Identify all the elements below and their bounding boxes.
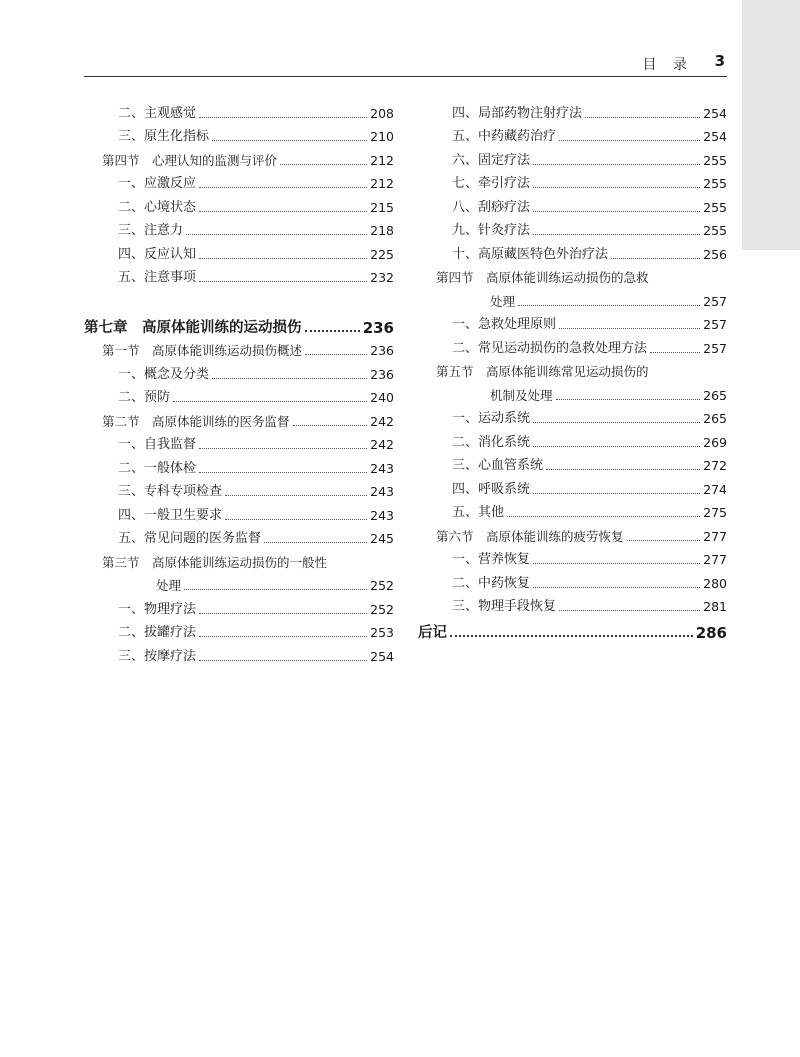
dot-leader: [212, 378, 367, 379]
dot-leader: [199, 281, 367, 282]
toc-item[interactable]: [84, 359, 394, 383]
toc-item[interactable]: [418, 98, 727, 122]
toc-section[interactable]: [418, 521, 727, 545]
dot-leader: [533, 211, 700, 212]
toc-entry-title: 二、预防: [118, 390, 171, 405]
toc-page-number: 255: [703, 199, 727, 215]
toc-page-number: 255: [703, 176, 727, 191]
toc-page-number: 212: [370, 176, 394, 191]
toc-entry-title: 处理: [156, 578, 182, 593]
dot-leader: [186, 234, 367, 235]
toc-page-number: 245: [370, 531, 394, 546]
toc-entry-title: 第二节 高原体能训练的医务监督: [102, 413, 290, 429]
toc-page-number: 277: [703, 528, 727, 544]
toc-entry-title: 三、心血管系统: [452, 458, 544, 473]
toc-entry-title: 机制及处理: [490, 387, 553, 403]
toc-entry-title: 七、牵引疗法: [452, 176, 531, 191]
dot-leader: [199, 613, 367, 614]
toc-page-number: 256: [703, 246, 727, 262]
dot-leader: [199, 636, 367, 637]
toc-entry-title: 五、注意事项: [118, 270, 197, 285]
toc-page-number: 269: [703, 434, 727, 450]
toc-page-number: 232: [370, 270, 394, 285]
toc-entry-title: 处理: [490, 293, 516, 309]
toc-entry-title: 三、注意力: [118, 223, 184, 238]
dot-leader: [559, 140, 700, 141]
toc-item[interactable]: [418, 239, 727, 263]
toc-item[interactable]: [418, 498, 727, 522]
toc-item[interactable]: [418, 169, 727, 193]
toc-entry-title: 一、物理疗法: [118, 601, 197, 617]
toc-item[interactable]: [84, 524, 394, 548]
toc-item[interactable]: [418, 545, 727, 569]
toc-page-number: 255: [703, 152, 727, 168]
toc-item[interactable]: [84, 239, 394, 263]
dot-leader: [533, 187, 700, 188]
toc-item[interactable]: [84, 430, 394, 454]
toc-page-number: 240: [370, 390, 394, 405]
toc-section-title[interactable]: [418, 263, 727, 287]
dot-leader: [533, 587, 700, 588]
dot-leader: [533, 164, 700, 165]
toc-page-number: 254: [703, 129, 727, 144]
toc-entry-title: 二、常见运动损伤的急救处理方法: [452, 340, 648, 356]
toc-item[interactable]: [84, 192, 394, 216]
toc-item[interactable]: [84, 500, 394, 524]
toc-page-number: 286: [695, 624, 727, 642]
dot-leader: [559, 328, 700, 329]
toc-entry-title: 八、刮痧疗法: [452, 199, 531, 215]
dot-leader: [280, 164, 367, 165]
toc-page-number: 225: [370, 246, 394, 262]
toc-item[interactable]: [418, 592, 727, 616]
toc-page-number: 243: [370, 484, 394, 499]
toc-item[interactable]: [84, 641, 394, 665]
toc-entry-title: 四、反应认知: [118, 246, 197, 262]
toc-page-number: 243: [370, 507, 394, 523]
toc-page-number: 243: [370, 460, 394, 476]
toc-item[interactable]: [418, 310, 727, 334]
toc-entry-title: 二、中药恢复: [452, 575, 531, 591]
toc-entry-title: 一、自我监督: [118, 437, 197, 452]
toc-item[interactable]: [418, 145, 727, 169]
toc-entry-title: 二、拔罐疗法: [118, 625, 197, 640]
toc-section-title[interactable]: [84, 547, 394, 571]
toc-entry-title: 三、按摩疗法: [118, 648, 197, 664]
toc-page-number: 254: [370, 648, 394, 664]
toc-page-number: 257: [703, 317, 727, 332]
toc-entry-title: 十、高原藏医特色外治疗法: [452, 246, 609, 262]
toc-entry-title: 六、固定疗法: [452, 152, 531, 168]
dot-leader: [199, 211, 367, 212]
toc-item[interactable]: [418, 216, 727, 240]
toc-item[interactable]: [418, 404, 727, 428]
toc-entry-title: 四、局部药物注射疗法: [452, 105, 583, 121]
dot-leader: [199, 472, 367, 473]
toc-item[interactable]: [84, 122, 394, 146]
dot-leader: [305, 330, 360, 332]
toc-right-column: [418, 98, 727, 641]
dot-leader: [225, 519, 367, 520]
dot-leader: [225, 495, 367, 496]
toc-entry-title: 五、其他: [452, 505, 505, 520]
toc-entry-title: 第六节 高原体能训练的疲劳恢复: [436, 528, 624, 544]
toc-page-number: 236: [362, 318, 394, 337]
toc-page-number: 257: [703, 340, 727, 356]
toc-entry-title: 一、急救处理原则: [452, 317, 557, 332]
toc-page-number: 236: [370, 343, 394, 358]
toc-page-number: 254: [703, 105, 727, 121]
toc-page-number: 218: [370, 223, 394, 238]
dot-leader: [533, 493, 700, 494]
toc-item[interactable]: [418, 474, 727, 498]
toc-page-number: 252: [370, 601, 394, 617]
dot-leader: [184, 589, 367, 590]
toc-page-number: 274: [703, 481, 727, 497]
dot-leader: [199, 117, 367, 118]
toc-item[interactable]: [84, 453, 394, 477]
toc-entry-title: 五、中药藏药治疗: [452, 129, 557, 144]
dot-leader: [199, 448, 367, 449]
toc-page-number: 257: [703, 293, 727, 309]
header-page-number: 3: [714, 52, 725, 70]
toc-page-number: 208: [370, 105, 394, 121]
toc-item[interactable]: [84, 594, 394, 618]
page-header: [84, 52, 727, 77]
dot-leader: [533, 446, 700, 447]
dot-leader: [199, 258, 367, 259]
dot-leader: [264, 542, 367, 543]
toc-item[interactable]: [84, 263, 394, 287]
dot-leader: [293, 425, 368, 426]
toc-page-number: 277: [703, 552, 727, 567]
toc-item[interactable]: [84, 618, 394, 642]
dot-leader: [507, 516, 700, 517]
header-title: 目 录: [642, 57, 693, 73]
toc-section[interactable]: [84, 406, 394, 430]
toc-entry-title: 第一节 高原体能训练运动损伤概述: [102, 343, 303, 358]
toc-item[interactable]: [84, 98, 394, 122]
toc-page-number: 242: [370, 437, 394, 452]
toc-item[interactable]: [418, 568, 727, 592]
toc-page-number: 215: [370, 199, 394, 215]
toc-entry-title: 第三节 高原体能训练运动损伤的一般性: [102, 554, 328, 570]
toc-entry-title: 第五节 高原体能训练常见运动损伤的: [436, 364, 649, 379]
toc-page-number: 242: [370, 413, 394, 429]
dot-leader: [627, 540, 701, 541]
toc-entry-title: 第七章 高原体能训练的运动损伤: [84, 319, 302, 336]
toc-entry-title: 第四节 高原体能训练运动损伤的急救: [436, 270, 649, 285]
toc-item[interactable]: [418, 451, 727, 475]
dot-leader: [559, 610, 700, 611]
toc-page-number: 272: [703, 458, 727, 473]
toc-item[interactable]: [84, 477, 394, 501]
dot-leader: [611, 258, 700, 259]
dot-leader: [518, 305, 700, 306]
toc-item[interactable]: [84, 383, 394, 407]
toc-entry-title: 五、常见问题的医务监督: [118, 531, 262, 546]
dot-leader: [556, 399, 701, 400]
toc-entry-title: 一、概念及分类: [118, 366, 210, 382]
toc-chapter[interactable]: [418, 615, 727, 641]
dot-leader: [199, 660, 367, 661]
toc-entry-title: 二、一般体检: [118, 460, 197, 476]
chapter-spacer: [84, 286, 394, 310]
dot-leader: [546, 469, 700, 470]
dot-leader: [199, 187, 367, 188]
toc-section-continuation[interactable]: [418, 380, 727, 404]
dot-leader: [585, 117, 700, 118]
toc-page-number: 281: [703, 599, 727, 614]
toc-item[interactable]: [418, 192, 727, 216]
toc-page-number: 275: [703, 505, 727, 520]
toc-entry-title: 四、一般卫生要求: [118, 507, 223, 523]
dot-leader: [533, 422, 700, 423]
toc-entry-title: 一、运动系统: [452, 411, 531, 426]
toc-section-continuation[interactable]: [418, 286, 727, 310]
toc-page-number: 255: [703, 223, 727, 238]
toc-entry-title: 四、呼吸系统: [452, 481, 531, 497]
toc-section-continuation[interactable]: [84, 571, 394, 595]
toc-page-number: 265: [703, 411, 727, 426]
toc-page-number: 236: [370, 366, 394, 382]
toc-left-column: [84, 98, 394, 665]
toc-item[interactable]: [84, 169, 394, 193]
toc-entry-title: 三、原生化指标: [118, 129, 210, 144]
toc-section[interactable]: [84, 336, 394, 360]
toc-entry-title: 二、消化系统: [452, 434, 531, 450]
toc-entry-title: 后记: [418, 625, 447, 641]
toc-item[interactable]: [418, 427, 727, 451]
toc-entry-title: 三、物理手段恢复: [452, 599, 557, 614]
toc-entry-title: 一、营养恢复: [452, 552, 531, 567]
toc-entry-title: 一、应激反应: [118, 176, 197, 191]
toc-page-number: 252: [370, 578, 394, 593]
dot-leader: [450, 635, 693, 637]
toc-item[interactable]: [418, 333, 727, 357]
toc-page-number: 280: [703, 575, 727, 591]
toc-entry-title: 九、针灸疗法: [452, 223, 531, 238]
toc-section-title[interactable]: [418, 357, 727, 381]
side-tab: [742, 0, 800, 250]
toc-page-number: 253: [370, 625, 394, 640]
dot-leader: [533, 234, 700, 235]
dot-leader: [173, 401, 367, 402]
toc-section[interactable]: [84, 145, 394, 169]
dot-leader: [305, 354, 367, 355]
toc-item[interactable]: [84, 216, 394, 240]
toc-entry-title: 二、心境状态: [118, 199, 197, 215]
toc-entry-title: 第四节 心理认知的监测与评价: [102, 152, 278, 168]
dot-leader: [212, 140, 367, 141]
dot-leader: [533, 563, 700, 564]
toc-entry-title: 三、专科专项检查: [118, 484, 223, 499]
toc-item[interactable]: [418, 122, 727, 146]
dot-leader: [650, 352, 700, 353]
toc-chapter[interactable]: [84, 310, 394, 336]
toc-page-number: 265: [703, 387, 727, 403]
toc-page-number: 210: [370, 129, 394, 144]
toc-page-number: 212: [370, 152, 394, 168]
toc-entry-title: 二、主观感觉: [118, 105, 197, 121]
